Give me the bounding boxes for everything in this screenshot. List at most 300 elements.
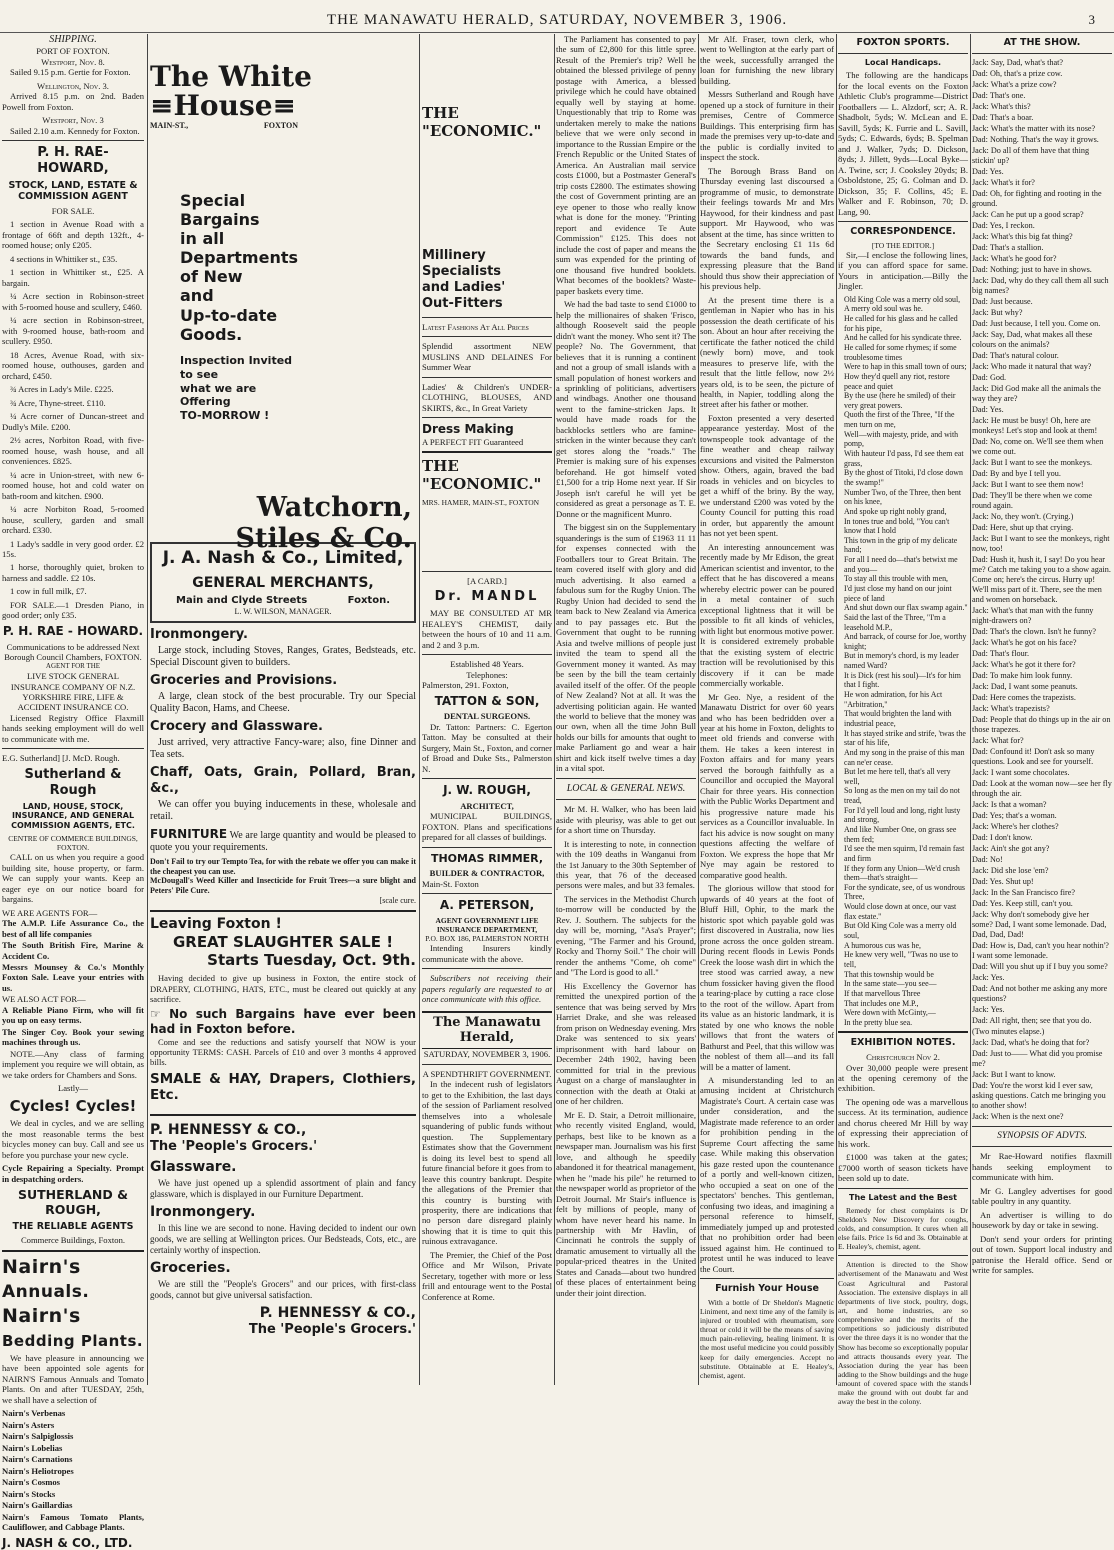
poem-line: He knew very well, "Twas no use to tell, [844, 950, 958, 969]
local-news [556, 804, 696, 1298]
chaff-text: We can offer you buying inducements in these, wholesale and retail. [150, 799, 416, 823]
show-heading: AT THE SHOW. [1003, 37, 1081, 48]
established: Established 48 Years. [450, 659, 524, 670]
dialogue-line: Jack: Did God make all the animals the way they are? [972, 383, 1101, 403]
ironmongery-text-2: In this line we are second to none. Having decided to indent our own goods, we are selling at Wellington prices. Our Bedsteads, Cots, etc., are certainly worthy of inspection. [150, 1222, 416, 1255]
sale-item: 1 Lady's saddle in very good order. £2 15s. [2, 538, 144, 559]
plant-item: Nairn's Famous Tomato Plants, Cauliflower, and Cabbage Plants. [2, 1511, 144, 1533]
furniture-text: We are large quantity and would be pleased to quote you your requirements. [150, 829, 416, 853]
millinery-line: Specialists [422, 263, 502, 279]
inspect-line: TO-MORROW ! [180, 409, 270, 423]
peoples-grocers-2: The 'People's Grocers.' [248, 1321, 416, 1337]
poem-line: It is Dick (rest his soul)—It's for him that I fight. [844, 670, 961, 690]
sutherland-names: E.G. Sutherland] [J. McD. Rough. [2, 753, 120, 764]
poem-line: In tones true and bold, "You can't know that I hold [844, 516, 950, 536]
dialogue-line: Jack: Say, Dad, what's that? [972, 57, 1063, 67]
poem-line: For all I need do—that's betwixt me and you— [844, 555, 958, 574]
groceries-text: A large, clean stock of the best procurable. Try our Special Quality Bacon, Hams, and Cheese. [150, 690, 416, 715]
sports-heading: FOXTON SPORTS. [856, 37, 950, 48]
agency-item: The A.M.P. Life Assurance Co., the best of all life companies [2, 918, 144, 939]
dialogue-line: Dad: Just to—— What did you promise me? [972, 1048, 1103, 1068]
news-paragraph: His Excellency the Governor has remitted the unexpired portion of the sentence that was being served by Mrs Harriet Drake, and she was released from prison on Wednesday evening. Mrs Drake was sentenced to six years' imprisonment with hard labour on December 24th 1902, having been committed for trial in the previous August on a charge of manslaughter in connection with the death at Otaki at one of her children. [556, 980, 696, 1107]
sale-starts: Starts Tuesday, Oct. 9th. [207, 951, 416, 970]
slaughter-text: Having decided to give up business in Foxton, the entire stock of DRAPERY, CLOTHING, HATS, ETC., must be cleared out quickly at any sacrifice. [150, 973, 416, 1005]
dialogue-line: Dad: Oh, for fighting and rooting in the ground. [972, 188, 1102, 208]
nash-foxton: Foxton. [347, 594, 390, 606]
column-rule [836, 34, 837, 1385]
news-paragraph: Foxton presented a very deserted appearance yesterday. Most of the townspeople took advantage of the fine weather and cheap railway excursions and visited the Palmerston show. Others, again, braved the bad roads in vehicles and on bicycles to get a whiff of the briny. By the way, we understand £200 was voted by the County Council for putting this road in order, but apparently the amount has not yet been spent. [700, 412, 834, 539]
plant-item: Nairn's Carnations [2, 1454, 73, 1465]
insurers-text: Intending Insurers kindly communicate with the above. [422, 943, 552, 964]
poem-line: Well—with majesty, pride, and with pomp, [844, 429, 959, 449]
dialogue-line: Jack: What's he good for? [972, 253, 1057, 263]
dialogue-line: Jack: In the San Francisco fire? [972, 887, 1075, 897]
sale-item: ¼ acre in Union-street, with new 6-roomed house, hot and cold water on bath-room and kitchen. £900. [2, 469, 144, 501]
agents-for-heading: WE ARE AGENTS FOR— [2, 907, 98, 918]
mrs-hamer: MRS. HAMER, MAIN-ST., FOXTON [422, 497, 540, 507]
tatton-text: Dr. Tatton: Partners: C. Egerton Tatton. May be consulted at their Surgery, Main St., Foxton, and corner of Broad and Duke Sts., Palmerston N. [422, 721, 552, 774]
chaff-heading: Chaff, Oats, Grain, Pollard, Bran, &c., [150, 765, 416, 797]
plant-item: Nairn's Verbenas [2, 1408, 66, 1419]
dialogue-line: Jack: Who made it natural that way? [972, 361, 1092, 371]
poem [838, 295, 968, 1028]
dialogue-line: Dad: You're the worst kid I ever saw, asking questions. Catch me bringing you to another show! [972, 1080, 1106, 1110]
dialogue-line: Dad: By and bye I tell you. [972, 468, 1061, 478]
poem-line: That would brighten the land with industrial peace, [844, 709, 952, 728]
dialogue-line: Dad: Will you shut up if I buy you some? [972, 961, 1108, 971]
dialogue-line: Dad: That's natural colour. [972, 350, 1059, 360]
millinery-block [422, 248, 552, 313]
slaughter-sale: GREAT SLAUGHTER SALE ! [172, 932, 394, 951]
dialogue-line: Jack: Can he put up a good scrap? [972, 209, 1084, 219]
plant-item: Nairn's Gaillardias [2, 1500, 73, 1511]
hennessy-title: P. HENNESSY & CO., [150, 1121, 307, 1138]
main-st: MAIN-ST., [150, 120, 189, 130]
poem-line: And barrack, of course for Joe, worthy knight; [844, 632, 967, 651]
ironmongery-heading-2: Ironmongery. [150, 1203, 256, 1220]
poem-line: He called for some rhymes; if some troublesome times [844, 342, 957, 362]
dialogue-line: (Two minutes elapse.) [972, 1026, 1045, 1036]
commerce-buildings: Commerce Buildings, Foxton. [20, 1235, 126, 1246]
dialogue-line: Dad: Nothing. That's the way it grows. [972, 134, 1099, 144]
plant-item: Nairn's Lobelias [2, 1442, 63, 1453]
spendthrift-text: In the indecent rush of legislators to get to the Exhibition, the last days of the session of Parliament resolved themselves into a wholesale squandering of public funds without question. The Supplementary Estimates show that the Government is doing its level best to spend all future financial before it goes from to leave this country bankrupt. Despite the allegations of the Premier that this country is bursting with prosperity, there are indications that no person dare disregard plainly showing that it is time to quit this ruinous extravagance. [422, 1079, 552, 1247]
furnish-text: With a bottle of Dr Sheldon's Magnetic Liniment, and next time any of the family is injured or troubled with rheumatism, sore throat or cold it will be the means of saving much pain-relieving, healing liniment. It is the most useful medicine you could possibly keep for daily emergencies. Accept no substitute. Obtainable at E. Healey's, chemist, agent. [700, 1297, 834, 1380]
subscribers-notice: Subscribers not receiving their papers regularly are requested to at once communicate with this office. [422, 973, 552, 1005]
dialogue-line: Dad: Yes. [972, 404, 1004, 414]
dialogue-line: Dad: God. [972, 372, 1007, 382]
inspect-line: Inspection Invited [180, 354, 293, 368]
dialogue-line: Dad: No, come on. We'll see them when we come out. [972, 436, 1104, 456]
poem-line: I'd see the men squirm, I'd remain fast and firm [844, 844, 965, 863]
exhibition-heading: EXHIBITION NOTES. [850, 1037, 956, 1049]
peterson-agent: AGENT GOVERNMENT LIFE INSURANCE DEPARTMENT, [435, 915, 539, 934]
lastly: Lastly— [57, 1083, 89, 1094]
ladies-clothing: Ladies' & Children's UNDER-CLOTHING, BLOUSES, AND SKIRTS, &c., In Great Variety [422, 381, 552, 413]
bargains-list [180, 191, 416, 345]
dialogue-line: Dad: Here comes the trapezists. [972, 692, 1076, 702]
dialogue-line: Jack: Did she lose 'em? [972, 865, 1049, 875]
dialogue-line: Jack: But why? [972, 307, 1023, 317]
yorkshire-insurance: YORKSHIRE FIRE, LIFE & ACCIDENT INSURANCE CO. [17, 691, 129, 713]
news-paragraph: Mr Alf. Fraser, town clerk, who went to Wellington at the early part of the week, successfully arranged the loan for furnishing the new library building. [700, 34, 834, 86]
poem-line: Old King Cole was a merry old soul, [844, 294, 961, 304]
synopsis-item: Mr Rae-Howard notifies flaxmill hands seeking employment to communicate with him. [972, 1151, 1112, 1183]
dialogue-line: Dad: And not bother me asking any more questions? [972, 983, 1108, 1003]
port-heading: PORT OF FOXTON. [36, 46, 110, 57]
poem-line: And shut down our flax swamp again." [844, 603, 968, 613]
dialogue-line: Dad: People that do things up in the air on those trapezes. [972, 714, 1111, 734]
dental-surgeons: DENTAL SURGEONS. [443, 711, 531, 722]
dialogue-line: Jack: I want some chocolates. [972, 767, 1070, 777]
sale-list [2, 219, 144, 620]
column-3 [422, 34, 552, 1385]
news-paragraph: Mr M. H. Walker, who has been laid aside with pleurisy, was able to get out for a short time on Thursday. [556, 804, 696, 836]
bargain-line: of New [180, 267, 243, 287]
sale-item: ¼ acre section in Robinson-street, with 9-roomed house, bath-room and scullery. £950. [2, 315, 144, 347]
rough-text: MUNICIPAL BUILDINGS, FOXTON. Plans and specifications prepared for all classes of buildings. [422, 811, 552, 843]
shipping-dateline: Westport, Nov. 3 [42, 115, 104, 126]
dialogue-line: Jack: Yes. [972, 972, 1005, 982]
economic-title-2: THE "ECONOMIC." [422, 457, 542, 494]
nash-manager: L. W. WILSON, MANAGER. [234, 607, 332, 616]
dialogue-line: Jack: Say, Dad, what makes all these colours on the animals? [972, 329, 1093, 349]
dialogue-line: Jack: What's he got on his face? [972, 637, 1077, 647]
dialogue-line: Dad: Just because. [972, 296, 1033, 306]
po-box: P.O. BOX 186, PALMERSTON NORTH [425, 933, 549, 943]
poem-line: That includes one M.P., [844, 998, 919, 1008]
poem-line: And like Number One, on grass see them fed; [844, 825, 957, 844]
synopsis-heading: SYNOPSIS OF ADVTS. [997, 1130, 1087, 1141]
act-item: The Singer Coy. Book your sewing machines through us. [2, 1026, 144, 1048]
bargain-line: Special [180, 190, 246, 210]
bargain-line: Goods. [180, 324, 243, 344]
column-5 [700, 34, 834, 1385]
inspect-list [180, 354, 416, 423]
watchorn-title [236, 492, 412, 554]
poem-line: He won admiration, for his Act "Arbitration," [844, 690, 943, 709]
poem-line: Said the last of the Three, "I'm a leasehold M.P., [844, 612, 946, 632]
dialogue-line: Jack: No, they won't. (Crying.) [972, 511, 1074, 521]
sale-item: 1 section in Whittiker st., £25. A bargain. [2, 267, 144, 288]
plant-item: Nairn's Stocks [2, 1488, 56, 1499]
dialogue-line: Dad: Nothing; just to have in shows. [972, 264, 1092, 274]
plant-item: Nairn's Cosmos [2, 1477, 61, 1488]
sale-item: 1 cow in full milk, £7. [10, 586, 87, 597]
dialogue-line: Dad: Yes. Shut up! [972, 876, 1034, 886]
scale-cure: [scale cure. [379, 895, 416, 905]
no-such-text: No such Bargains have ever been had in Foxton before. [150, 1007, 417, 1037]
call-on-us: CALL on us when you require a good building site, house property, or farm. We can supply your wants. Keep an eager eye on our notice board for bargains. [2, 852, 144, 905]
exhibition-dateline: Christchurch Nov 2. [866, 1052, 940, 1063]
to-editor: [TO THE EDITOR.] [871, 240, 935, 250]
dialogue-line: Jack: Ain't she got any? [972, 843, 1050, 853]
plant-item: Nairn's Heliotropes [2, 1465, 74, 1476]
poem-line: A merry old soul was he. [844, 304, 923, 314]
column-rule [419, 34, 420, 1385]
smale-hay: SMALE & HAY, Drapers, Clothiers, Etc. [150, 1070, 416, 1104]
cycle-repair: Cycle Repairing a Specialty. Prompt in despatching orders. [2, 1163, 144, 1184]
sale-item: ¼ acre Norbiton Road, 5-roomed house, scullery, garden and small orchard. £330. [2, 504, 144, 536]
dialogue-line: Dad: Yes. [972, 166, 1004, 176]
sale-item: 2½ acres, Norbiton Road, with five-roomed house, wash house, and all conveniences. £825. [2, 435, 144, 467]
sutherland-title-2: SUTHERLAND & ROUGH, [17, 1187, 129, 1218]
show-dialogue [972, 58, 1112, 1122]
poem-line: It has stayed strike and strife, 'twas the star of his life, [844, 728, 966, 748]
herald-date: SATURDAY, NOVEMBER 3, 1906. [423, 1049, 551, 1060]
news-paragraph: The Borough Brass Band on Thursday evening last discoursed a programme of music, to demonstrate their feelings towards Mr and Mrs Haywood, for their kindness and past support. Mr Haywood, who was absent at the time, has since written to the Secretary enclosing £1 11s 6d towards the band funds, and expressing pleasure that the Band should thus show their appreciation of his previous help. [700, 165, 834, 292]
dialogue-line: Dad: That's the clown. Isn't he funny? [972, 626, 1096, 636]
article-paragraph: The Parliament has consented to pay the sum of £2,800 for this little spree. Result of the Premier's trip? Well he obtained the blessed privilege of penny postage with America, a blessed privilege which he could have obtained equally well by staying at home. Unquestionably that trip to Rome was undertaken merely to make the nations believe that we were only second in importance to the Russian Empire or the French Republic or the United States of America. An Australian mail service costs £1000, but a Postmaster General's trip costs £2800. The estimates showing the cost of Government printing are an eye opener to those who really know what is done for the money. "Printing report and evidence Te Aute Commission" £125. This does not include the cost of paper and means the sum was expended for the printing of one thousand five hundred booklets. What becomes of the booklets? Waste-paper baskets every time. [556, 34, 696, 296]
dialogue-line: Dad: That's a stallion. [972, 242, 1044, 252]
crockery-text: Just arrived, very attractive Fancy-ware; also, fine Dinner and Tea sets. [150, 737, 416, 761]
sutherland-title: Sutherland & Rough [24, 766, 122, 798]
handicaps-text: The following are the handicaps for the local events on the Foxton Athletic Club's programme—District Footballers — L. Alzdorf, scr; A. R. Shadbolt, 5yds; W. McLean and E. Savill, 5yds; K. Furrie and L. Savill, 5yds; C. Edwards, 6yds; B. Spelman and J. Walker, 7yds; D. Dickson, 8yds; J. Jillett, 9yds—Local Byke—A. Twine, scr; J. Cooksley 20yds; B. Osboldstone, 25; G. Colman and D. Dickson, 35; F. Collins, 45; E. Walker and F. Robinson, 70; D. Lang, 90. [838, 70, 968, 217]
rae-howard-subtitle: STOCK, LAND, ESTATE & COMMISSION AGENT [8, 179, 138, 203]
news-paragraph: Mr E. D. Stair, a Detroit millionaire, who recently visited England, would, perhaps, best like to be known as a newspaper man. Journalism was his first love, and although he speedily abandoned it for theatrical management, when he "made his pile" he returned to the newspaper world as proprietor of the Detroit Journal. Mr Stair's influence is felt by millions of people, many of whom have never heard his name. In partnership with Mr Havlin, of Cincinnati he controls the supply of dramatic amusement to virtually all the popular-priced theatres in the United States and Canada—about two hundred of these places of entertainment being under their joint direction. [556, 1109, 696, 1298]
nash-footer: J. NASH & CO., LTD. [2, 1535, 133, 1550]
poem-line: For I'd yell loud and long, right lusty and strong, [844, 805, 961, 825]
plant-item: Nairn's Salpiglossis [2, 1431, 74, 1442]
poem-line: If that marvellous Three [844, 988, 921, 998]
dialogue-line: Dad: They'll be there when we come round again. [972, 490, 1092, 510]
synopsis-item: Mr G. Langley advertises for good table poultry in any quantity. [972, 1185, 1112, 1207]
exhibition-paragraph: Over 30,000 people were present at the opening ceremony of the exhibition. [838, 1062, 968, 1094]
spendthrift-heading: A SPENDTHRIFT GOVERNMENT. [422, 1068, 552, 1079]
agency-item: Messrs Mounsey & Co.'s Monthly Foxton Sale. Leave your entries with us. [2, 961, 144, 993]
ironmongery-text: Large stock, including Stoves, Ranges, Grates, Bedsteads, etc. Special Discount given to builders. [150, 644, 416, 668]
millinery-line: Out-Fitters [422, 296, 503, 312]
poem-line: But in memory's chord, is my leader named Ward? [844, 651, 959, 671]
white-house-line-2: ≡House≡ [150, 89, 297, 123]
dialogue-line: Jack: What for? [972, 735, 1024, 745]
poem-line: Were down with McGinty,— [844, 1008, 936, 1018]
nairns-heading-2: Nairn's [2, 1305, 81, 1328]
dialogue-line: Dad: I don't know. [972, 832, 1033, 842]
sale-item: FOR SALE.—1 Dresden Piano, in good order; only £35. [2, 599, 144, 621]
column-1 [2, 34, 144, 1550]
card-label: [A CARD.] [467, 575, 507, 586]
poem-line: A humorous cus was he, [844, 940, 921, 950]
latest-best-heading: The Latest and the Best [849, 1192, 957, 1202]
poem-line: With hauteur I'd pass, I'd see them eat grass, [844, 449, 964, 468]
foxton: FOXTON [263, 120, 298, 130]
dialogue-line: Dad: No! [972, 854, 1003, 864]
poem-line: But let me here tell, that's all very well, [844, 767, 951, 786]
sale-item: 1 horse, thoroughly quiet, broken to harness and saddle. £2 10s. [2, 562, 144, 583]
general-merchants: GENERAL MERCHANTS, [192, 574, 374, 591]
column-rule [970, 34, 971, 1385]
glassware-text: We have just opened up a splendid assortment of plain and fancy glassware, which is displayed in our Furniture Department. [150, 1177, 416, 1199]
dialogue-line: Dad: Confound it! Don't ask so many questions. Look and see for yourself. [972, 746, 1095, 766]
white-house-ad [150, 60, 416, 555]
dialogue-line: Jack: What's that man with the funny night-drawers on? [972, 605, 1094, 625]
correspondence-heading: CORRESPONDENCE. [850, 226, 956, 238]
act-for-heading: WE ALSO ACT FOR— [2, 994, 86, 1005]
shipping-item: Arrived 8.15 p.m. on 2nd. Baden Powell from Foxton. [2, 91, 144, 112]
for-sale-heading: FOR SALE. [51, 205, 95, 216]
watchorn-line-2: Stiles & Co. [235, 523, 412, 555]
dialogue-line: Jack: What's he got it there for? [972, 659, 1076, 669]
shipping-heading: SHIPPING. [49, 34, 97, 45]
sale-item: ¾ Acres in Lady's Mile. £225. [10, 384, 114, 395]
poem-line: Quoth the first of the Three, "If the men turn on me, [844, 410, 955, 430]
news-paragraph: A misunderstanding led to an amusing incident at Christchurch Magistrate's Court. A certain case was under consideration, and the Magistrate made reference to an order for prohibition pending in the Supreme Court affecting the same case. While making this observation his gaze rested upon the countenance of a portly and well-known citizen, who occupied a seat on one of the spectators' benches. This gentleman, confusing two ideas, and imagining a personal reference to himself, immediately jumped up and protested that no prohibition order had been issued against him. He continued to protest until he was induced to leave the Court. [700, 1074, 834, 1274]
poem-line: Would close down at once, our vast flax estate." [844, 902, 957, 921]
tatton-title: TATTON & SON, [434, 693, 540, 708]
dialogue-line: Jack: But I want to know. [972, 1069, 1056, 1079]
dialogue-line: Jack: What's it for? [972, 177, 1035, 187]
agency-item: The South British Fire, Marine & Accident Co. [2, 940, 144, 961]
nash-ad [150, 542, 416, 623]
poem-line: How they'd quell any riot, restore peace and quiet [844, 371, 950, 391]
cycles-heading: Cycles! Cycles! [9, 1096, 137, 1115]
exhibition-notes [838, 1063, 968, 1184]
dialogue-line: Jack: Is that a woman? [972, 799, 1047, 809]
poem-line: He called for his glass and he called for his pipe, [844, 314, 958, 333]
rough-title: J. W. ROUGH, [443, 783, 531, 798]
perfect-fit: A PERFECT FIT Guaranteed [422, 436, 524, 447]
sale-item: ¾ Acre, Thyne-street. £110. [10, 397, 106, 408]
leaving-foxton: Leaving Foxton ! [150, 915, 282, 932]
dialogue-line: Jack: What's trapezists? [972, 703, 1050, 713]
dialogue-line: Dad: Oh, that's a prize cow. [972, 68, 1063, 78]
shipping-item: Sailed 9.15 p.m. Gertie for Foxton. [10, 67, 131, 78]
no-such-bargains: ☞ No such Bargains have ever been had in Foxton before. [150, 1007, 417, 1037]
dialogue-line: Dad: To make him look funny. [972, 670, 1073, 680]
poem-line: And spoke up right nobly grand, [844, 506, 947, 516]
dialogue-line: Jack: Dad, why do they call them all such big names? [972, 275, 1109, 295]
furnish-heading: Furnish Your House [715, 1283, 819, 1295]
news-paragraph: The services in the Methodist Church to-morrow will be conducted by the Rev. J. Southern. The subjects for the day will be, morning, "Asa's Prayer"; evening, "The Farmer and his Ground, Rocky and Thorny Soil." The choir will render the anthems "Come, oh come" and "The Lord is good to all." [556, 893, 696, 978]
agencies-list [2, 918, 144, 993]
dialogue-line: Dad: That's flour. [972, 648, 1030, 658]
poem-line: I'd just close my hand on our joint piece of land [844, 583, 952, 603]
muslins: Splendid assortment NEW MUSLINS AND DELAINES For Summer Wear [422, 341, 552, 373]
plants-list [2, 1408, 144, 1532]
masthead [0, 6, 1114, 33]
poem-line: Were to hap in this small town of ours; [844, 362, 967, 372]
groceries-heading: Groceries and Provisions. [150, 672, 338, 688]
act-item: A Reliable Piano Firm, who will fit you up on easy terms. [2, 1004, 144, 1026]
column-rule [554, 34, 555, 1385]
dialogue-line: Dad: All right, then; see that you do. [972, 1015, 1092, 1025]
dialogue-line: Dad: Yes, I reckon. [972, 220, 1035, 230]
millinery-line: Millinery [422, 247, 486, 263]
exhibition-paragraph: The opening ode was a marvellous success. At its termination, audience and chorus cheered Mr Hill by way of expressing their appreciation of his work. [838, 1096, 968, 1149]
column-7 [972, 34, 1112, 1385]
column-rule [147, 34, 148, 1385]
ironmongery-heading: Ironmongery. [150, 626, 248, 642]
news-paragraph: Messrs Sutherland and Rough have opened up a stock of furniture in their premises, Centre of Commerce Buildings. This enterprising firm has made the premises very up-to-date and the public is cordially invited to inspect the stock. [700, 89, 834, 163]
news-paragraph: An interesting announcement was recently made by Mr Edison, the great American scientist and inventor, to the effect that he has discovered a means whereby electric power can be poured in a metal container of such exceptional lightness that it will be possible to fit all kinds of vehicles, with light but enormous motive power. It is considered extremely probable that the existing system of electric traction will be revolutionised by this discovery if it can be made commercially workable. [700, 541, 834, 689]
farming-note: NOTE.—Any class of farming implement you require we will obtain, as we take orders for Chambers and Sons. [2, 1048, 144, 1080]
dialogue-line: Jack: But I want to see the monkeys, right now, too! [972, 533, 1110, 553]
dialogue-line: Dad: Just because, I tell you. Come on. [972, 318, 1101, 328]
column-rule [698, 34, 699, 1385]
watchorn-line-1: Watchorn, [256, 492, 412, 523]
premier-text: The Premier, the Chief of the Post Office and Mr Wilson, Private Secretary, together with more or less frill and entourage went to the Postal Conference at Rome. [422, 1249, 552, 1302]
dialogue-line: Jack: But I want to see the monkeys. [972, 457, 1093, 467]
poem-line: And my song in the praise of this man can ne'er cease. [844, 747, 965, 767]
live-stock-insurance: LIVE STOCK GENERAL INSURANCE COMPANY OF N.Z. [10, 671, 136, 692]
shipping-item: Sailed 2.10 a.m. Kennedy for Foxton. [10, 125, 140, 136]
weed-killer: McDougall's Weed Killer and Insecticide for Fruit Trees—a sure blight and Peters' Pile Cure. [150, 876, 416, 896]
synopsis-list [972, 1151, 1112, 1275]
hennessy-title-2: P. HENNESSY & CO., [259, 1304, 416, 1321]
dialogue-line: Dad: Yes; that's a woman. [972, 810, 1057, 820]
cycles-text: We deal in cycles, and we are selling the most reasonable terms the best bicycles money can buy. Call and see us before you purchase your new cycle. [2, 1118, 144, 1160]
bargain-line: Up-to-date [180, 305, 278, 325]
news-paragraph: It is interesting to note, in connection with the 109 deaths in Wanganui from the 1st January to the 30th September of this year, that 76 of the deceased persons were males, and but 33 females. [556, 838, 696, 891]
poem-line: In the same state—you see— [844, 979, 937, 989]
groceries-text-2: We are still the "People's Grocers" and our prices, with first-class goods, cannot but give universal satisfaction. [150, 1278, 416, 1300]
mandl-text: MAY BE CONSULTED AT MR HEALEY'S CHEMIST, daily between the hours of 10 and 11 a.m. and 2 and 3 p.m. [422, 608, 552, 650]
groceries-heading-2: Groceries. [150, 1259, 231, 1276]
bargain-line: in all [180, 228, 225, 248]
spendthrift-continued [556, 34, 696, 774]
poem-line: In the pretty blue sea. [844, 1017, 913, 1027]
builder-contractor: BUILDER & CONTRACTOR, [429, 868, 545, 879]
sale-item: 18 Acres, Avenue Road, with six-roomed house, outhouses, garden and orchard, £450. [2, 349, 144, 381]
rimmer-address: Main-St. Foxton [422, 878, 479, 889]
communications: Communications to be addressed Next Borough Council Chambers, FOXTON. [4, 641, 142, 662]
dialogue-line: Dad: Look at the woman now—see her fly through the air. [972, 778, 1112, 798]
poem-line: So long as the men on my tail do not tread, [844, 786, 960, 806]
latest-best-text: Remedy for chest complaints is Dr Sheldon's New Discovery for coughs, colds, and consumption. It cures when all else fails. Price 1s 6d and 3s. Obtainable at E. Healey's, chemist, agent. [838, 1205, 968, 1252]
white-house-house: House [173, 89, 273, 123]
peoples-grocers: The 'People's Grocers.' [150, 1138, 318, 1154]
sale-item: 4 sections in Whittiker st., £35. [10, 253, 118, 264]
sutherland-subtitle: LAND, HOUSE, STOCK, INSURANCE, AND GENERAL COMMISSION AGENTS, ETC. [11, 801, 135, 831]
dress-making: Dress Making [422, 421, 514, 436]
dialogue-line: Dad: Yes. Keep still, can't you. [972, 898, 1073, 908]
reliable-agents: THE RELIABLE AGENTS [12, 1220, 134, 1232]
bedding-heading: Bedding Plants. [2, 1331, 144, 1350]
news-paragraph: At the present time there is a gentleman in Napier who has in his possession the death certificate of his son. About an hour after receiving the certificate the father noticed the child (newly born) move, and took measures to preserve life, with the result that the little fellow, now 2½ years old, is to be seen, the picture of health, in Napier, toddling along the street after his father or mother. [700, 294, 834, 410]
nash-title: J. A. Nash & Co., Limited, [162, 548, 404, 568]
rimmer-title: THOMAS RIMMER, [430, 851, 544, 865]
white-house-title [150, 62, 416, 121]
dialogue-line: Dad: How is, Dad, can't you hear nothin'? I want some lemonade. [972, 940, 1109, 960]
act-list [2, 1005, 144, 1048]
poem-line: By the ghost of Titoki, I'd close down the swamp!" [844, 468, 963, 487]
come-and-see: Come and see the reductions and satisfy yourself that NOW is your opportunity TERMS: CASH. Parcels of £10 and over 3 months 4 approved bills. [150, 1036, 416, 1068]
dr-mandl: Dr. MANDL [434, 589, 540, 605]
dialogue-line: Jack: When is the next one? [972, 1111, 1064, 1121]
crockery-heading: Crocery and Glassware. [150, 719, 323, 735]
shipping-dateline: Westport, Nov. 8. [41, 56, 105, 67]
tempto-tea: Don't Fail to try our Tempto Tea, for with the rebate we offer you can make it the cheapest you can use. [150, 856, 416, 876]
shipping-dateline: Wellington, Nov. 3. [37, 80, 109, 91]
page-number: 3 [1088, 12, 1096, 27]
article-paragraph: We had the bad taste to send £1000 to help the millionaires of shaken 'Frisco, although Roosevelt said the people didn't want the money. Who sent it? The people? No. The Government, that believes that it is running a continent and not a group of small islands with a small population of honest workers and a sprinkling of politicians, advertisers and windbags. Another one thousand went to the famine-stricken Japs. It would have made roads for the backblocks settlers who are famine-stricken in the winter because they can't get stores along the "roads." The Premier is making sure of his expenses beforehand. He got himself voted £1,500 for a trip Home next year. If Sir Joseph isn't careful he will yet be considered as great a personage as T. E. Donne or the magnificent Munro. [556, 299, 696, 519]
nairns-heading: Nairn's [2, 1255, 81, 1278]
poem-line: Number Two, of the Three, then bent on his knee, [844, 487, 962, 507]
glassware-heading: Glassware. [150, 1158, 237, 1175]
bedding-text: We have pleasure in announcing we have been appointed sole agents for NAIRN'S Famous Annuals and Tomato Plants. On and after TUESDAY, 25th, we shall have a selection of [2, 1352, 144, 1405]
poem-line: To stay all this trouble with men, [844, 574, 948, 584]
poem-line: If they form any Union—We'd crush them—that's straight— [844, 863, 960, 883]
latest-fashions: Latest Fashions At All Prices [422, 321, 529, 332]
bargain-line: Bargains [180, 209, 260, 229]
poem-line: But Old King Cole was a merry old soul, [844, 921, 957, 941]
dialogue-line: Jack: What's this? [972, 101, 1031, 111]
telephone-numbers: Palmerston, 291. Foxton, [422, 680, 509, 691]
bargain-line: and [180, 286, 214, 306]
synopsis-item: An advertiser is willing to do housework by day or take in sewing. [972, 1209, 1112, 1231]
dialogue-line: Dad: Here, shut up that crying. [972, 522, 1074, 532]
